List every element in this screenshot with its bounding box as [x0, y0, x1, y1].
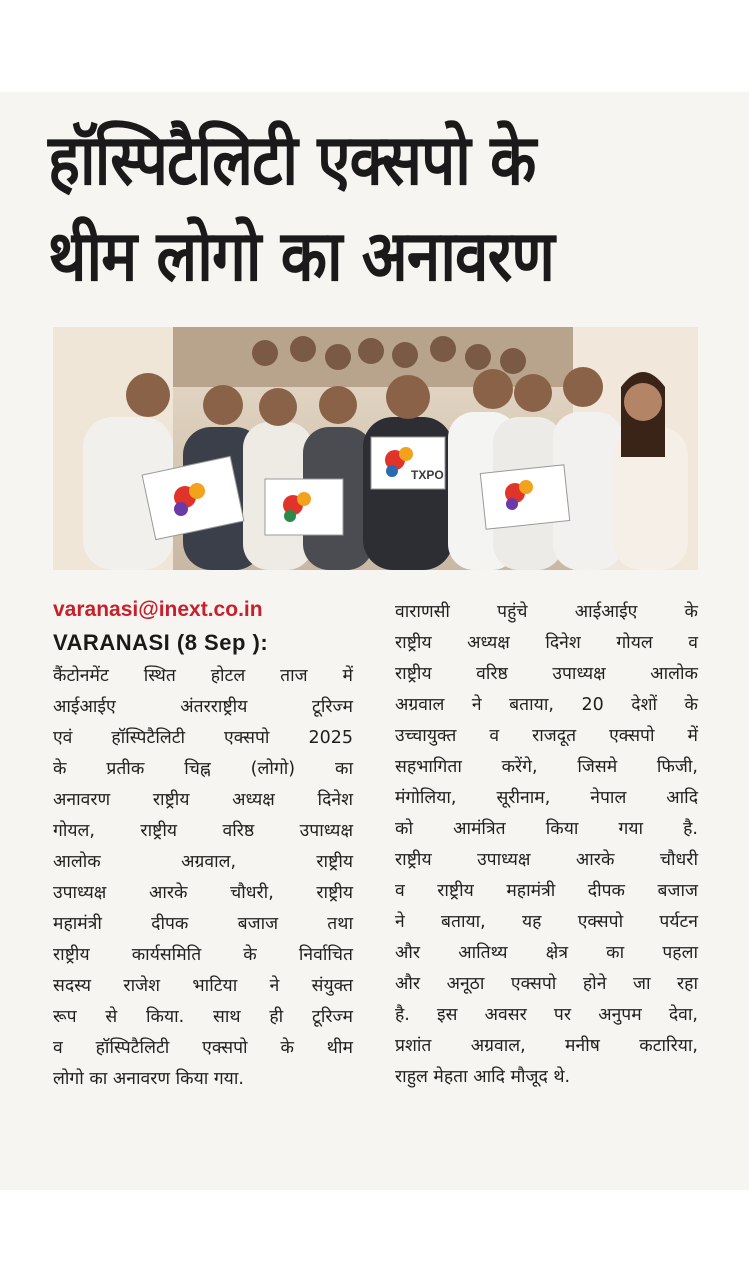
headline-line-2: थीम लोगो का अनावरण: [48, 215, 555, 297]
article-line: के प्रतीक चिह्न (लोगो) का: [53, 759, 353, 779]
news-photo: [53, 327, 698, 570]
article-line: अग्रवाल ने बताया, 20 देशों के: [395, 695, 698, 715]
article-line: एवं हॉस्पिटैलिटी एक्सपो 2025: [53, 728, 353, 748]
article-line: सहभागिता करेंगे, जिसमे फिजी,: [395, 757, 698, 777]
article-line: उपाध्यक्ष आरके चौधरी, राष्ट्रीय: [53, 883, 353, 903]
headline: [48, 112, 708, 304]
article-line: राहुल मेहता आदि मौजूद थे.: [395, 1067, 571, 1087]
article-line: आलोक अग्रवाल, राष्ट्रीय: [53, 852, 353, 872]
article-line: गोयल, राष्ट्रीय वरिष्ठ उपाध्यक्ष: [53, 821, 353, 841]
article-line: और अनूठा एक्सपो होने जा रहा: [395, 974, 698, 994]
article-line: राष्ट्रीय उपाध्यक्ष आरके चौधरी: [395, 850, 698, 870]
article-line: व राष्ट्रीय महामंत्री दीपक बजाज: [395, 881, 698, 901]
article-line: आईआईए अंतरराष्ट्रीय टूरिज्म: [53, 697, 353, 717]
article-line: ने बताया, यह एक्सपो पर्यटन: [395, 912, 698, 932]
article-line: राष्ट्रीय अध्यक्ष दिनेश गोयल व: [395, 633, 698, 653]
article-line: रूप से किया. साथ ही टूरिज्म: [53, 1007, 353, 1027]
article-line: व हॉस्पिटैलिटी एक्सपो के थीम: [53, 1038, 353, 1058]
article-line: अनावरण राष्ट्रीय अध्यक्ष दिनेश: [53, 790, 353, 810]
article-line: और आतिथ्य क्षेत्र का पहला: [395, 943, 698, 963]
article-line: उच्चायुक्त व राजदूत एक्सपो में: [395, 726, 698, 746]
group-photo-illustration: [53, 327, 698, 570]
placard-logo-text: TXPO: [411, 468, 444, 482]
article-line: है. इस अवसर पर अनुपम देवा,: [395, 1005, 698, 1025]
article-line: को आमंत्रित किया गया है.: [395, 819, 698, 839]
byline-email: varanasi@inext.co.in: [53, 598, 263, 621]
article-left-column: [53, 661, 353, 1095]
article-right-column: [395, 597, 698, 1093]
article-line: लोगो का अनावरण किया गया.: [53, 1069, 244, 1089]
dateline: VARANASI (8 Sep ):: [53, 630, 269, 655]
article-line: राष्ट्रीय वरिष्ठ उपाध्यक्ष आलोक: [395, 664, 698, 684]
headline-line-1: हॉस्पिटैलिटी एक्सपो के: [48, 119, 536, 201]
article-line: मंगोलिया, सूरीनाम, नेपाल आदि: [395, 788, 698, 808]
article-line: राष्ट्रीय कार्यसमिति के निर्वाचित: [53, 945, 353, 965]
article-line: सदस्य राजेश भाटिया ने संयुक्त: [53, 976, 353, 996]
article-line: कैंटोनमेंट स्थित होटल ताज में: [53, 666, 353, 686]
article-line: प्रशांत अग्रवाल, मनीष कटारिया,: [395, 1036, 698, 1056]
article-line: वाराणसी पहुंचे आईआईए के: [395, 602, 698, 622]
article-line: महामंत्री दीपक बजाज तथा: [53, 914, 353, 934]
